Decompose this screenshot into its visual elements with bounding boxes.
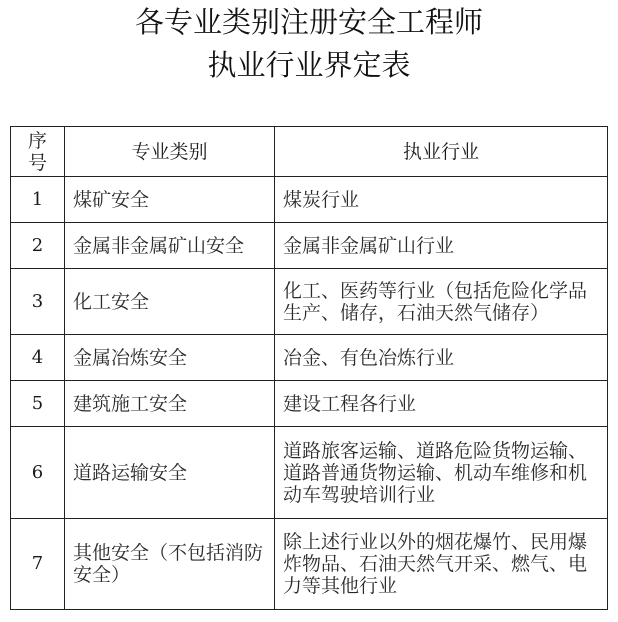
document-title-line-2: 执业行业界定表 (207, 48, 411, 82)
table-row (11, 177, 608, 223)
row-number: 2 (11, 223, 65, 269)
header-seq-line-1: 序 (27, 129, 47, 152)
industry-definition-table (10, 126, 608, 610)
row-category: 其他安全（不包括消防安全） (65, 519, 275, 610)
row-number: 6 (11, 427, 65, 519)
header-seq (11, 127, 65, 177)
table-row (11, 269, 608, 335)
header-seq-line-2: 号 (27, 151, 47, 174)
row-industry: 金属非金属矿山行业 (275, 223, 608, 269)
header-industry: 执业行业 (275, 127, 608, 177)
table-row (11, 223, 608, 269)
row-number: 1 (11, 177, 65, 223)
row-category: 金属非金属矿山安全 (65, 223, 275, 269)
table-header-row (11, 127, 608, 177)
table-row (11, 427, 608, 519)
row-industry: 煤炭行业 (275, 177, 608, 223)
row-industry: 建设工程各行业 (275, 381, 608, 427)
row-industry: 除上述行业以外的烟花爆竹、民用爆炸物品、石油天然气开采、燃气、电力等其他行业 (275, 519, 608, 610)
row-industry: 化工、医药等行业（包括危险化学品生产、储存，石油天然气储存） (275, 269, 608, 335)
row-category: 道路运输安全 (65, 427, 275, 519)
row-number: 5 (11, 381, 65, 427)
table-row (11, 335, 608, 381)
row-number: 3 (11, 269, 65, 335)
document-title-line-1: 各专业类别注册安全工程师 (134, 5, 483, 39)
row-category: 建筑施工安全 (65, 381, 275, 427)
header-category: 专业类别 (65, 127, 275, 177)
row-number: 7 (11, 519, 65, 610)
row-category: 化工安全 (65, 269, 275, 335)
row-number: 4 (11, 335, 65, 381)
table-row (11, 381, 608, 427)
row-category: 金属冶炼安全 (65, 335, 275, 381)
row-category: 煤矿安全 (65, 177, 275, 223)
table-row (11, 519, 608, 610)
row-industry: 道路旅客运输、道路危险货物运输、道路普通货物运输、机动车维修和机动车驾驶培训行业 (275, 427, 608, 519)
row-industry: 冶金、有色冶炼行业 (275, 335, 608, 381)
